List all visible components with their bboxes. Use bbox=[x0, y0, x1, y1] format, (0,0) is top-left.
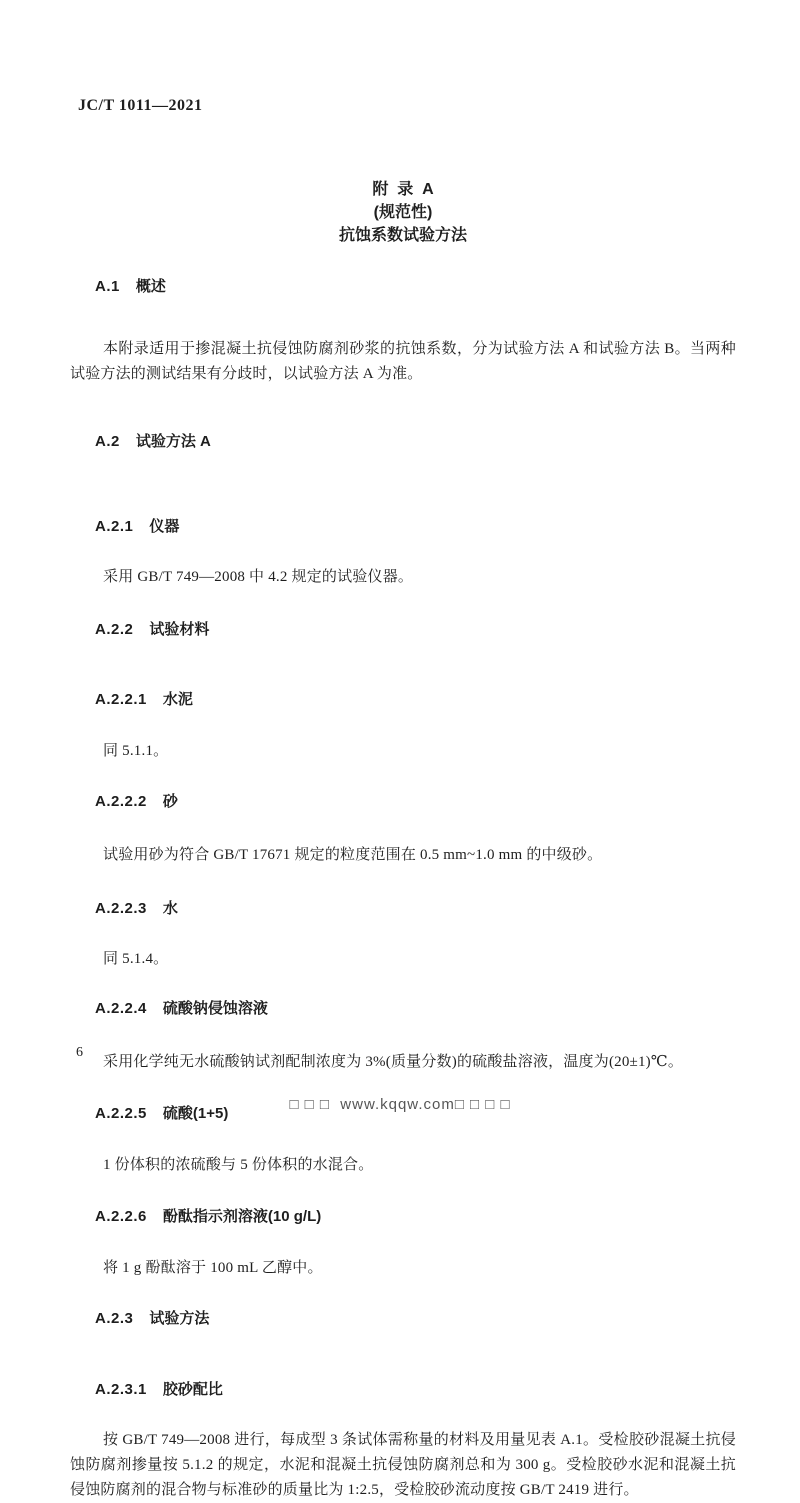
heading-label: 试验方法 bbox=[149, 1310, 210, 1327]
heading-label: 试验方法 A bbox=[135, 433, 211, 450]
heading-number: A.2 bbox=[95, 433, 120, 450]
heading-label: 酚酞指示剂溶液(10 g/L) bbox=[162, 1208, 322, 1225]
paragraph-phenolphthalein: 将 1 g 酚酞溶于 100 mL 乙醇中。 bbox=[103, 1260, 323, 1276]
heading-number: A.2.2.1 bbox=[95, 691, 147, 708]
heading-number: A.2.2.3 bbox=[95, 900, 147, 917]
heading-label: 水泥 bbox=[162, 691, 193, 708]
heading-a2 bbox=[70, 412, 736, 472]
annex-title bbox=[70, 178, 736, 247]
page-number: 6 bbox=[76, 1045, 83, 1060]
heading-label: 硫酸(1+5) bbox=[162, 1105, 229, 1122]
paragraph-cement: 同 5.1.1。 bbox=[103, 743, 169, 759]
heading-a225 bbox=[70, 1084, 736, 1144]
annex-title-line1: 附 录 A bbox=[372, 181, 434, 198]
paragraph-water: 同 5.1.4。 bbox=[103, 951, 169, 967]
standard-number-header: JC/T 1011—2021 bbox=[78, 97, 203, 114]
heading-a22 bbox=[70, 600, 736, 660]
heading-label: 试验材料 bbox=[149, 621, 210, 638]
paragraph-sulfuric-acid: 1 份体积的浓硫酸与 5 份体积的水混合。 bbox=[103, 1157, 374, 1173]
heading-a221 bbox=[70, 670, 736, 730]
heading-a223 bbox=[70, 879, 736, 939]
heading-number: A.2.2.2 bbox=[95, 793, 147, 810]
heading-number: A.2.2 bbox=[95, 621, 134, 638]
heading-label: 概述 bbox=[135, 278, 166, 295]
paragraph-sand: 试验用砂为符合 GB/T 17671 规定的粒度范围在 0.5 mm~1.0 mm 的中级砂。 bbox=[103, 847, 603, 863]
heading-number: A.2.3.1 bbox=[95, 1381, 147, 1398]
heading-a222 bbox=[70, 772, 736, 832]
paragraph-sulfate-solution: 采用化学纯无水硫酸钠试剂配制浓度为 3%(质量分数)的硫酸盐溶液，温度为(20±1)℃。 bbox=[103, 1054, 684, 1070]
heading-label: 胶砂配比 bbox=[162, 1381, 223, 1398]
heading-number: A.2.2.5 bbox=[95, 1105, 147, 1122]
page-content bbox=[70, 0, 736, 1503]
paragraph-apparatus: 采用 GB/T 749—2008 中 4.2 规定的试验仪器。 bbox=[103, 569, 414, 585]
heading-number: A.2.3 bbox=[95, 1310, 134, 1327]
heading-label: 仪器 bbox=[149, 518, 180, 535]
paragraph-overview: 本附录适用于掺混凝土抗侵蚀防腐剂砂浆的抗蚀系数，分为试验方法 A 和试验方法 B。当两种试验方法的测试结果有分歧时，以试验方法 A 为准。 bbox=[70, 341, 736, 382]
annex-title-line3: 抗蚀系数试验方法 bbox=[338, 227, 467, 244]
heading-number: A.2.1 bbox=[95, 518, 134, 535]
heading-a224 bbox=[70, 979, 736, 1039]
heading-number: A.1 bbox=[95, 278, 120, 295]
heading-a21 bbox=[70, 497, 736, 557]
heading-number: A.2.2.6 bbox=[95, 1208, 147, 1225]
heading-a23 bbox=[70, 1289, 736, 1349]
heading-a231 bbox=[70, 1360, 736, 1420]
annex-title-line2: (规范性) bbox=[373, 204, 433, 221]
paragraph-mortar-ratio: 按 GB/T 749—2008 进行，每成型 3 条试体需称量的材料及用量见表 A.1。受检胶砂混凝土抗侵蚀防腐剂掺量按 5.1.2 的规定，水泥和混凝土抗侵蚀防腐剂总和为 300 g。受检胶砂水泥和混凝土抗侵蚀防腐剂的混合物与标准砂的质量比为 1:2.5，受检胶砂流动度按 GB/T 2419 进行。 bbox=[70, 1432, 736, 1498]
heading-label: 水 bbox=[162, 900, 178, 917]
watermark: □ □ □ www.kqqw.com□ □ □ □ bbox=[289, 1096, 511, 1113]
heading-a1 bbox=[70, 257, 736, 317]
heading-a226 bbox=[70, 1187, 736, 1247]
heading-label: 砂 bbox=[162, 793, 178, 810]
heading-number: A.2.2.4 bbox=[95, 1000, 147, 1017]
heading-label: 硫酸钠侵蚀溶液 bbox=[162, 1000, 268, 1017]
